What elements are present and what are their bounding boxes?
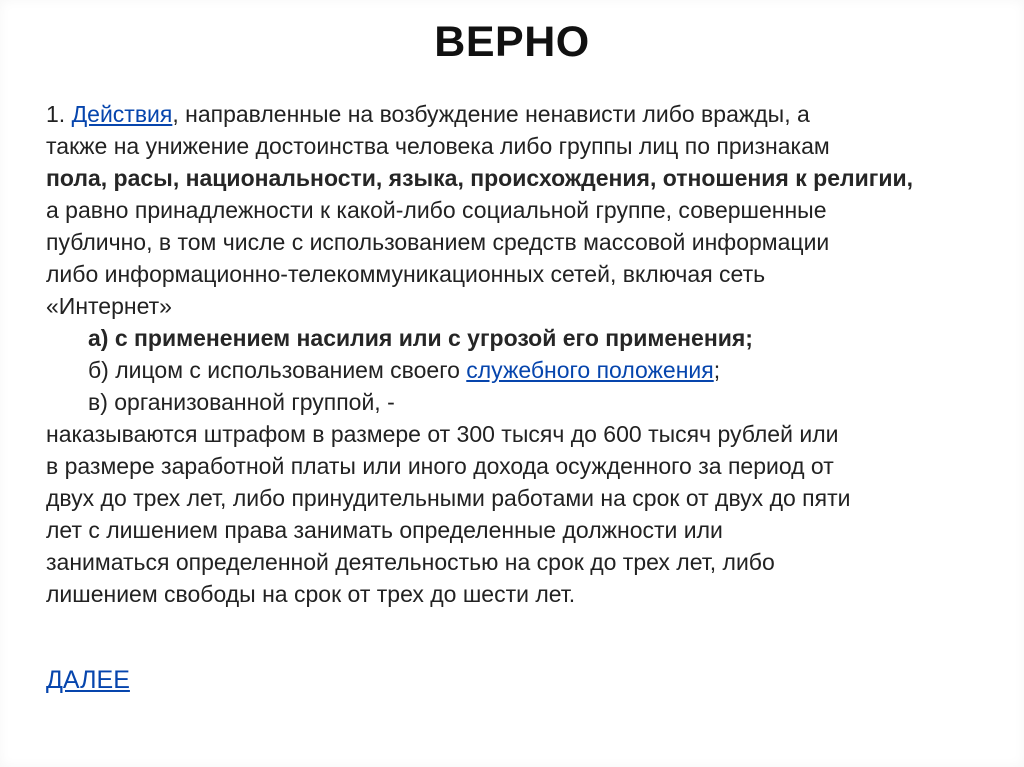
actions-link[interactable]: Действия [71, 101, 173, 127]
item-b-end: ; [713, 357, 721, 383]
page-title: ВЕРНО [434, 18, 590, 66]
next-link[interactable]: ДАЛЕЕ [46, 666, 130, 694]
official-position-link[interactable]: служебного положения [466, 357, 714, 383]
item-c: в) организованной группой, - [88, 389, 395, 415]
penalty-line-6: лишением свободы на срок от трех до шести лет. [46, 581, 576, 607]
penalty-line-2: в размере заработной платы или иного дохода осужденного за период от [46, 453, 834, 479]
penalty-line-4: лет с лишением права занимать определенные должности или [46, 517, 723, 543]
item-b-text: б) лицом с использованием своего [88, 357, 467, 383]
paragraph-line-2: также на унижение достоинства человека либо группы лиц по признакам [46, 133, 830, 159]
paragraph-line-3: пола, расы, национальности, языка, происхождения, отношения к религии, [46, 165, 913, 191]
paragraph-line-4: а равно принадлежности к какой-либо социальной группе, совершенные [46, 197, 827, 223]
paragraph-line-1 [46, 98, 996, 130]
penalty-line-3: двух до трех лет, либо принудительными работами на срок от двух до пяти [46, 485, 851, 511]
paragraph-line-7: «Интернет» [46, 293, 172, 319]
paragraph-line-5: публично, в том числе с использованием средств массовой информации [46, 229, 830, 255]
paragraph-line-1-rest: , направленные на возбуждение ненависти либо вражды, а [172, 101, 810, 127]
item-b [46, 354, 996, 386]
paragraph-line-6: либо информационно-телекоммуникационных сетей, включая сеть [46, 261, 766, 287]
article-text [46, 98, 996, 610]
item-a: а) с применением насилия или с угрозой его применения; [88, 325, 753, 351]
paragraph-number: 1. [46, 101, 72, 127]
penalty-line-1: наказываются штрафом в размере от 300 тысяч до 600 тысяч рублей или [46, 421, 839, 447]
penalty-line-5: заниматься определенной деятельностью на срок до трех лет, либо [46, 549, 775, 575]
